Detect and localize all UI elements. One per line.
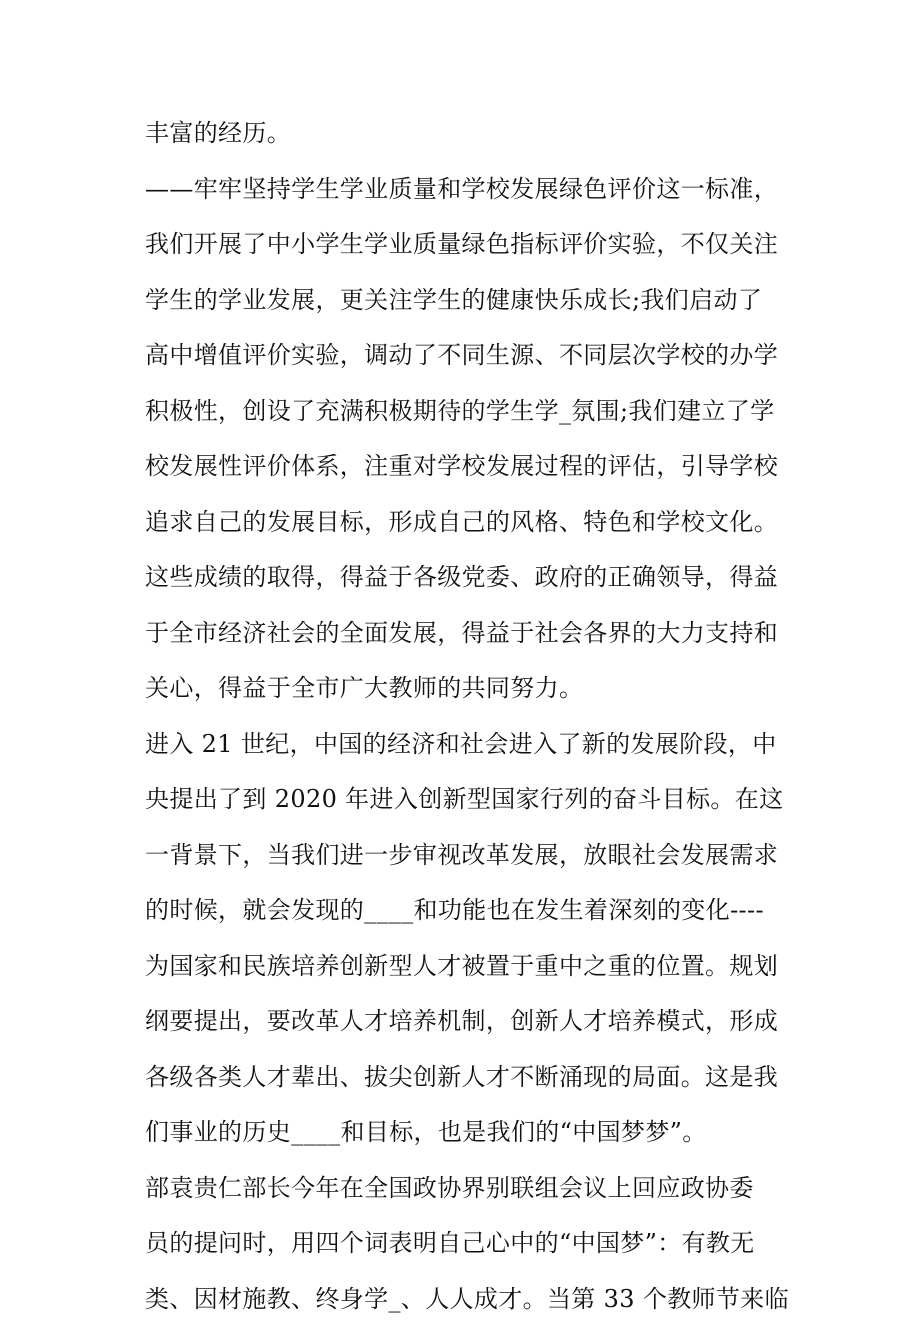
text-line: 于全市经济社会的全面发展，得益于社会各界的大力支持和 <box>145 606 805 662</box>
text-line: 关心，得益于全市广大教师的共同努力。 <box>145 661 805 717</box>
text-line: ——牢牢坚持学生学业质量和学校发展绿色评价这一标准， <box>145 162 805 218</box>
text-line: 员的提问时，用四个词表明自己心中的“中国梦”：有教无 <box>145 1216 805 1272</box>
text-line: 们事业的历史____和目标，也是我们的“中国梦梦”。 <box>145 1105 805 1161</box>
document-body <box>145 106 805 1327</box>
text-line: 高中增值评价实验，调动了不同生源、不同层次学校的办学 <box>145 328 805 384</box>
text-line: 学生的学业发展，更关注学生的健康快乐成长;我们启动了 <box>145 273 805 329</box>
text-line: 央提出了到 2020 年进入创新型国家行列的奋斗目标。在这 <box>145 772 805 828</box>
text-line: 为国家和民族培养创新型人才被置于重中之重的位置。规划 <box>145 939 805 995</box>
text-line: 我们开展了中小学生学业质量绿色指标评价实验，不仅关注 <box>145 217 805 273</box>
text-line: 的时候，就会发现的____和功能也在发生着深刻的变化---- <box>145 883 805 939</box>
text-line: 各级各类人才辈出、拔尖创新人才不断涌现的局面。这是我 <box>145 1050 805 1106</box>
text-line: 进入 21 世纪，中国的经济和社会进入了新的发展阶段，中 <box>145 717 805 773</box>
text-line: 丰富的经历。 <box>145 106 805 162</box>
text-line: 这些成绩的取得，得益于各级党委、政府的正确领导，得益 <box>145 550 805 606</box>
text-line: 追求自己的发展目标，形成自己的风格、特色和学校文化。 <box>145 495 805 551</box>
text-line: 部袁贵仁部长今年在全国政协界别联组会议上回应政协委 <box>145 1161 805 1217</box>
text-line: 纲要提出，要改革人才培养机制，创新人才培养模式，形成 <box>145 994 805 1050</box>
text-line: 积极性，创设了充满积极期待的学生学_氛围;我们建立了学 <box>145 384 805 440</box>
text-line: 校发展性评价体系，注重对学校发展过程的评估，引导学校 <box>145 439 805 495</box>
text-line: 类、因材施教、终身学_、人人成才。当第 33 个教师节来临 <box>145 1272 805 1327</box>
text-line: 一背景下，当我们进一步审视改革发展，放眼社会发展需求 <box>145 828 805 884</box>
